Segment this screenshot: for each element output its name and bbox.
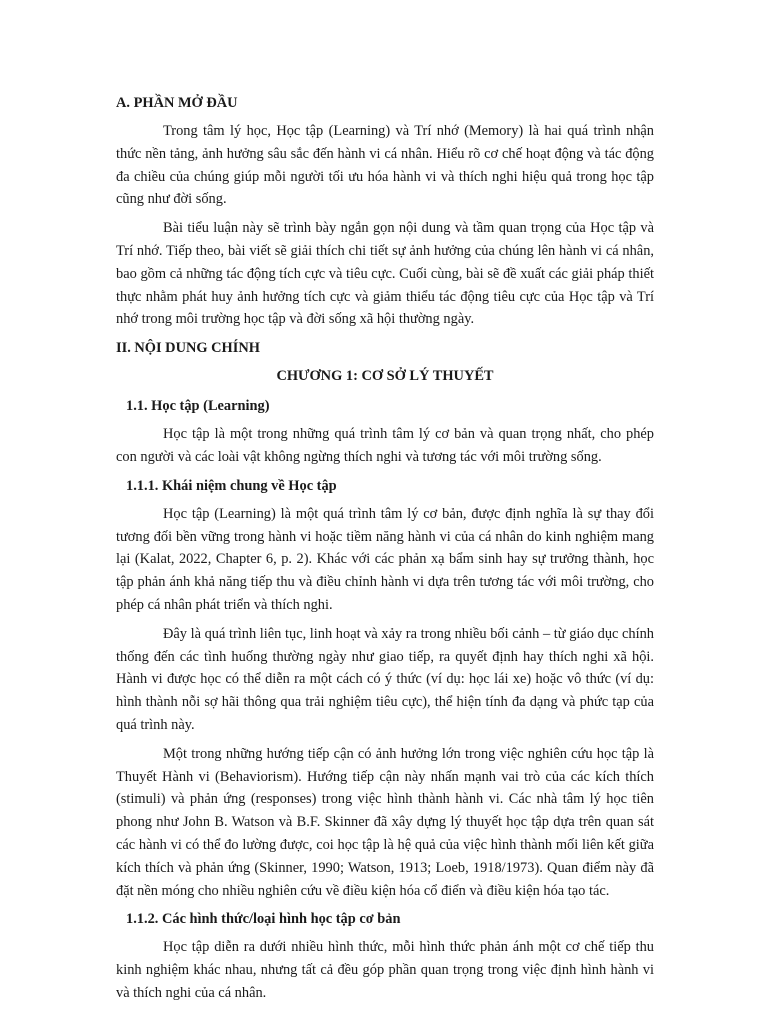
- section-1-1-2-heading: 1.1.2. Các hình thức/loại hình học tập cơ bản: [126, 911, 401, 928]
- part-ii-heading: II. NỘI DUNG CHÍNH: [116, 340, 260, 357]
- section-1-1-1-paragraph-1: Học tập (Learning) là một quá trình tâm lý cơ bản, được định nghĩa là sự thay đổi tương đối bền vững trong hành vi hoặc tiềm năng hành vi của cá nhân do kinh nghiệm mang lại (Kalat, 2022, Chapter 6, p. 2). Khác với các phản xạ bẩm sinh hay sự trưởng thành, học tập phản ánh khả năng tiếp thu và điều chỉnh hành vi dựa trên tương tác với môi trường, cho phép cá nhân phát triển và thích nghi.: [116, 505, 654, 613]
- intro-paragraph-2: Bài tiểu luận này sẽ trình bày ngắn gọn nội dung và tầm quan trọng của Học tập và Trí nhớ. Tiếp theo, bài viết sẽ giải thích chi tiết sự ảnh hưởng của chúng lên hành vi cá nhân, bao gồm cả những tác động tích cực và tiêu cực. Cuối cùng, bài sẽ đề xuất các giải pháp thiết thực nhằm phát huy ảnh hưởng tích cực và giảm thiểu tác động tiêu cực của Học tập và Trí nhớ trong môi trường học tập và đời sống xã hội thường ngày.: [116, 220, 654, 328]
- section-1-1-1-paragraph-2: Đây là quá trình liên tục, linh hoạt và xảy ra trong nhiều bối cảnh – từ giáo dục chính thống đến các tình huống thường ngày như giao tiếp, ra quyết định hay thích nghi xã hội. Hành vi được học có thể diễn ra một cách có ý thức (ví dụ: học lái xe) hoặc vô thức (ví dụ: hình thành nỗi sợ hãi thông qua trải nghiệm tiêu cực), thể hiện tính đa dạng và phức tạp của quá trình này.: [116, 625, 654, 733]
- section-1-1-2-paragraph-1: Học tập diễn ra dưới nhiều hình thức, mỗi hình thức phản ánh một cơ chế tiếp thu kinh nghiệm khác nhau, nhưng tất cả đều góp phần quan trọng trong việc định hình hành vi và thích nghi của cá nhân.: [116, 939, 654, 1001]
- document-page: [116, 92, 654, 1011]
- section-1-1-1-heading: 1.1.1. Khái niệm chung về Học tập: [126, 477, 337, 494]
- intro-paragraph-1: Trong tâm lý học, Học tập (Learning) và Trí nhớ (Memory) là hai quá trình nhận thức nền tảng, ảnh hưởng sâu sắc đến hành vi cá nhân. Hiểu rõ cơ chế hoạt động và tác động đa chiều của chúng giúp mỗi người tối ưu hóa hành vi và thích nghi hiệu quả trong học tập cũng như đời sống.: [116, 123, 654, 208]
- section-1-1-heading: 1.1. Học tập (Learning): [126, 398, 270, 415]
- chapter-title: CHƯƠNG 1: CƠ SỞ LÝ THUYẾT: [276, 368, 494, 385]
- part-a-heading: A. PHẦN MỞ ĐẦU: [116, 95, 238, 111]
- section-1-1-paragraph: Học tập là một trong những quá trình tâm lý cơ bản và quan trọng nhất, cho phép con người và các loài vật không ngừng thích nghi và tương tác với môi trường sống.: [116, 426, 654, 465]
- section-1-1-1-paragraph-3: Một trong những hướng tiếp cận có ảnh hưởng lớn trong việc nghiên cứu học tập là Thuyết Hành vi (Behaviorism). Hướng tiếp cận này nhấn mạnh vai trò của các kích thích (stimuli) và phản ứng (responses) trong việc hình thành hành vi. Các nhà tâm lý học tiên phong như John B. Watson và B.F. Skinner đã xây dựng lý thuyết học tập dựa trên quan sát các hành vi có thể đo lường được, coi học tập là hệ quả của việc hình thành mối liên kết giữa kích thích và phản ứng (Skinner, 1990; Watson, 1913; Loeb, 1918/1973). Quan điểm này đã đặt nền móng cho nhiều nghiên cứu về điều kiện hóa cổ điển và điều kiện hóa tạo tác.: [116, 745, 654, 899]
